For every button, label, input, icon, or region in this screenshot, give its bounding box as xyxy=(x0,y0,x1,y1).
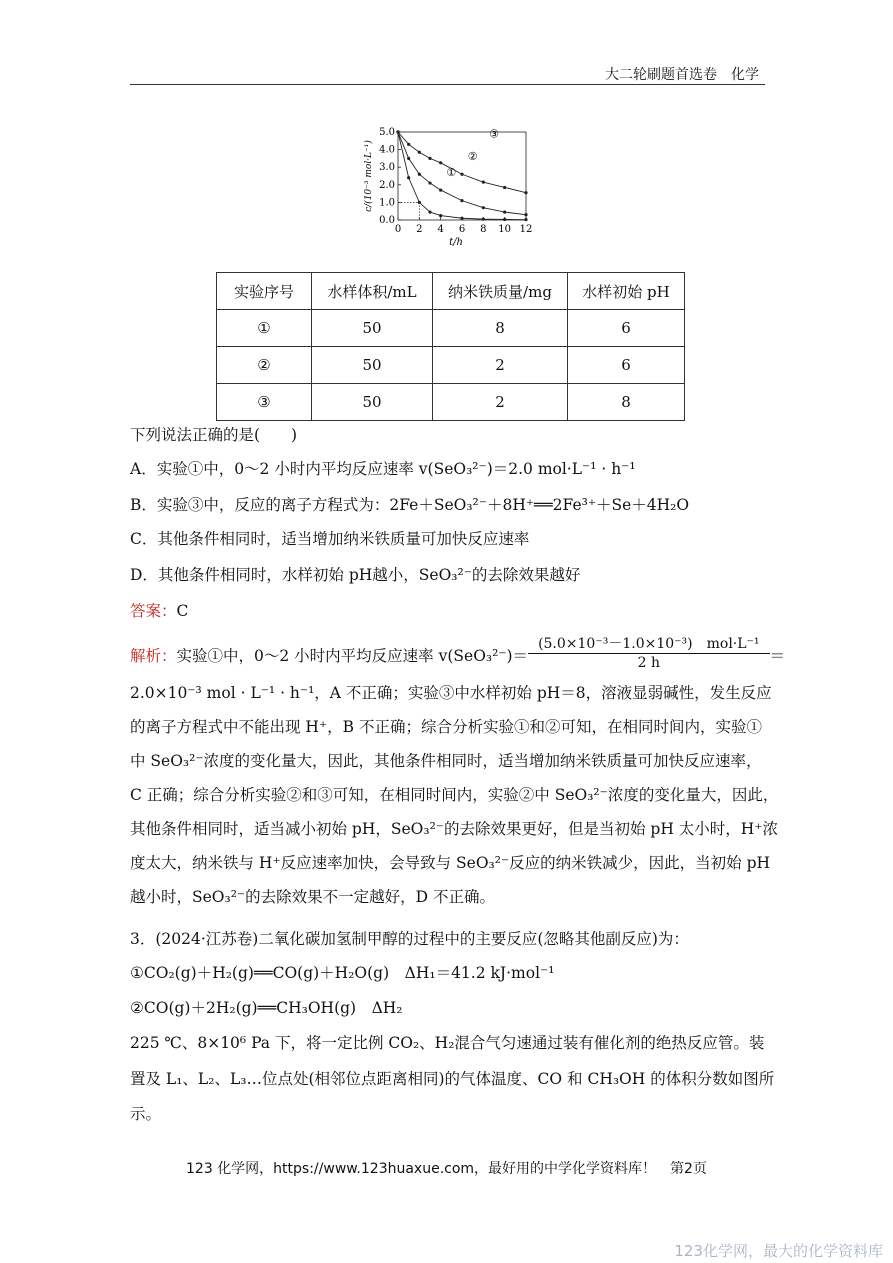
question-stem: 下列说法正确的是( ) xyxy=(130,426,298,444)
table-cell: 50 xyxy=(312,310,433,347)
data-point xyxy=(418,173,421,176)
table-row xyxy=(217,347,685,384)
series-label: ① xyxy=(446,166,457,179)
q3-conditions: 225 ℃、8×10⁶ Pa 下，将一定比例 CO₂、H₂混合气匀速通过装有催化剂的绝热反应管。装 xyxy=(130,1034,765,1052)
rate-fraction xyxy=(528,635,769,672)
analysis-label: 解析： xyxy=(130,647,177,665)
data-point xyxy=(396,130,399,133)
data-point xyxy=(428,210,431,213)
x-tick-label: 6 xyxy=(458,224,466,235)
analysis-line: 的离子方程式中不能出现 H⁺，B 不正确；综合分析实验①和②可知，在相同时间内，实验① xyxy=(130,718,762,736)
option-d: D．其他条件相同时，水样初始 pH越小，SeO₃²⁻的去除效果越好 xyxy=(130,566,581,584)
table-cell: ① xyxy=(217,310,312,347)
data-point xyxy=(460,199,463,202)
analysis-line: C 正确；综合分析实验②和③可知，在相同时间内，实验②中 SeO₃²⁻浓度的变化量大，因此， xyxy=(130,786,779,804)
data-point xyxy=(482,206,485,209)
x-axis-label: t/h xyxy=(449,237,463,248)
y-tick-label: 1.0 xyxy=(379,197,395,209)
data-point xyxy=(418,151,421,154)
table-header-row xyxy=(217,273,685,310)
data-point xyxy=(407,176,410,179)
table-row xyxy=(217,384,685,421)
option-b-equation: 2Fe＋SeO₃²⁻＋8H⁺══2Fe³⁺＋Se＋4H₂O xyxy=(389,496,690,514)
data-point xyxy=(524,218,527,221)
q3-end: 示。 xyxy=(130,1105,162,1123)
table-header: 水样初始 pH xyxy=(568,273,685,310)
answer xyxy=(130,600,188,622)
data-point xyxy=(439,161,442,164)
page-header xyxy=(130,62,765,85)
x-tick-label: 12 xyxy=(519,224,533,235)
data-point xyxy=(428,157,431,160)
answer-label: 答案： xyxy=(130,602,177,620)
data-point xyxy=(407,157,410,160)
data-point xyxy=(524,213,527,216)
analysis-line: 2.0×10⁻³ mol · L⁻¹ · h⁻¹，A 不正确；实验③中水样初始 pH＝8，溶液显弱碱性，发生反应 xyxy=(130,684,772,702)
x-tick-label: 2 xyxy=(416,224,423,235)
x-tick-label: 10 xyxy=(498,224,512,235)
option-a-rate: v(SeO₃²⁻)＝2.0 mol·L⁻¹ · h⁻¹ xyxy=(418,460,636,478)
data-point xyxy=(503,218,506,221)
option-b-text: B．实验③中，反应的离子方程式为： xyxy=(130,496,390,514)
table-cell: 50 xyxy=(312,384,433,421)
fraction-denominator: 2 h xyxy=(637,654,660,671)
data-point xyxy=(439,188,442,191)
table-cell: 2 xyxy=(433,347,568,384)
table-header: 纳米铁质量/mg xyxy=(433,273,568,310)
data-point xyxy=(460,217,463,220)
option-c: C．其他条件相同时，适当增加纳米铁质量可加快反应速率 xyxy=(130,530,530,548)
table-cell: ③ xyxy=(217,384,312,421)
data-point xyxy=(418,201,421,204)
table-cell: 6 xyxy=(568,347,685,384)
y-tick-label: 3.0 xyxy=(379,162,395,174)
series-label: ② xyxy=(467,150,478,164)
analysis-line: 度太大，纳米铁与 H⁺反应速率加快，会导致与 SeO₃²⁻反应的纳米铁减少，因此，当初始 pH xyxy=(130,854,771,872)
table-row xyxy=(217,310,685,347)
table-cell: 50 xyxy=(312,347,433,384)
y-tick-label: 0.0 xyxy=(379,215,395,226)
option-b xyxy=(130,494,689,516)
data-point xyxy=(439,214,442,217)
y-axis-label: c/(10⁻³ mol·L⁻¹) xyxy=(364,140,374,212)
q3-reaction-1: ①CO₂(g)＋H₂(g)══CO(g)＋H₂O(g) ΔH₁＝41.2 kJ·mol⁻¹ xyxy=(130,964,555,982)
table-cell: 8 xyxy=(568,384,685,421)
q3-apparatus: 置及 L₁、L₂、L₃…位点处(相邻位点距离相同)的气体温度、CO 和 CH₃OH 的体积分数如图所 xyxy=(130,1070,775,1088)
analysis-line: 中 SeO₃²⁻浓度的变化量大，因此，其他条件相同时，适当增加纳米铁质量可加快反应速率， xyxy=(130,752,762,770)
table-header: 水样体积/mL xyxy=(312,273,433,310)
concentration-chart xyxy=(352,122,542,257)
series-line xyxy=(398,132,526,193)
answer-value: C xyxy=(176,602,189,620)
series-label: ③ xyxy=(489,127,499,141)
data-point xyxy=(524,191,527,194)
x-tick-label: 0 xyxy=(394,224,402,235)
header-title: 大二轮刷题首选卷 化学 xyxy=(605,67,759,83)
data-point xyxy=(407,143,410,146)
data-point xyxy=(460,173,463,176)
data-point xyxy=(482,181,485,184)
table-cell: 2 xyxy=(433,384,568,421)
q3-intro: 3．(2024·江苏卷)二氧化碳加氢制甲醇的过程中的主要反应(忽略其他副反应)为： xyxy=(130,930,689,948)
option-a xyxy=(130,458,636,480)
table-cell: 8 xyxy=(433,310,568,347)
fraction-numerator: (5.0×10⁻³－1.0×10⁻³) mol·L⁻¹ xyxy=(528,635,769,654)
plot-frame xyxy=(398,132,526,220)
experiment-table xyxy=(216,272,685,421)
table-cell: ② xyxy=(217,347,312,384)
data-point xyxy=(503,210,506,213)
y-tick-label: 5.0 xyxy=(379,127,395,138)
table-cell: 6 xyxy=(568,310,685,347)
analysis-block xyxy=(130,635,786,914)
analysis-text: ＝ xyxy=(769,647,786,665)
analysis-text: 实验①中，0～2 小时内平均反应速率 v(SeO₃²⁻)＝ xyxy=(176,647,529,665)
table-header: 实验序号 xyxy=(217,273,312,310)
analysis-line xyxy=(130,635,786,676)
page-footer: 123 化学网，https://www.123huaxue.com，最好用的中学化学资料库！ 第2页 xyxy=(186,1161,707,1177)
analysis-line: 其他条件相同时，适当减小初始 pH，SeO₃²⁻的去除效果更好，但是当初始 pH 太小时，H⁺浓 xyxy=(130,820,778,838)
data-point xyxy=(428,181,431,184)
x-tick-label: 4 xyxy=(437,224,444,235)
y-tick-label: 2.0 xyxy=(379,179,395,191)
option-a-text: A．实验①中，0～2 小时内平均反应速率 xyxy=(130,460,419,478)
watermark: 123化学网，最大的化学资料库 xyxy=(674,1242,883,1260)
q3-reaction-2: ②CO(g)＋2H₂(g)══CH₃OH(g) ΔH₂ xyxy=(130,999,403,1017)
x-tick-label: 8 xyxy=(480,224,487,235)
analysis-line: 越小时，SeO₃²⁻的去除效果不一定越好，D 不正确。 xyxy=(130,888,495,906)
chart-series xyxy=(396,127,527,221)
data-point xyxy=(503,186,506,189)
chart-axes xyxy=(363,127,532,248)
data-point xyxy=(482,218,485,221)
y-tick-label: 4.0 xyxy=(379,144,395,156)
